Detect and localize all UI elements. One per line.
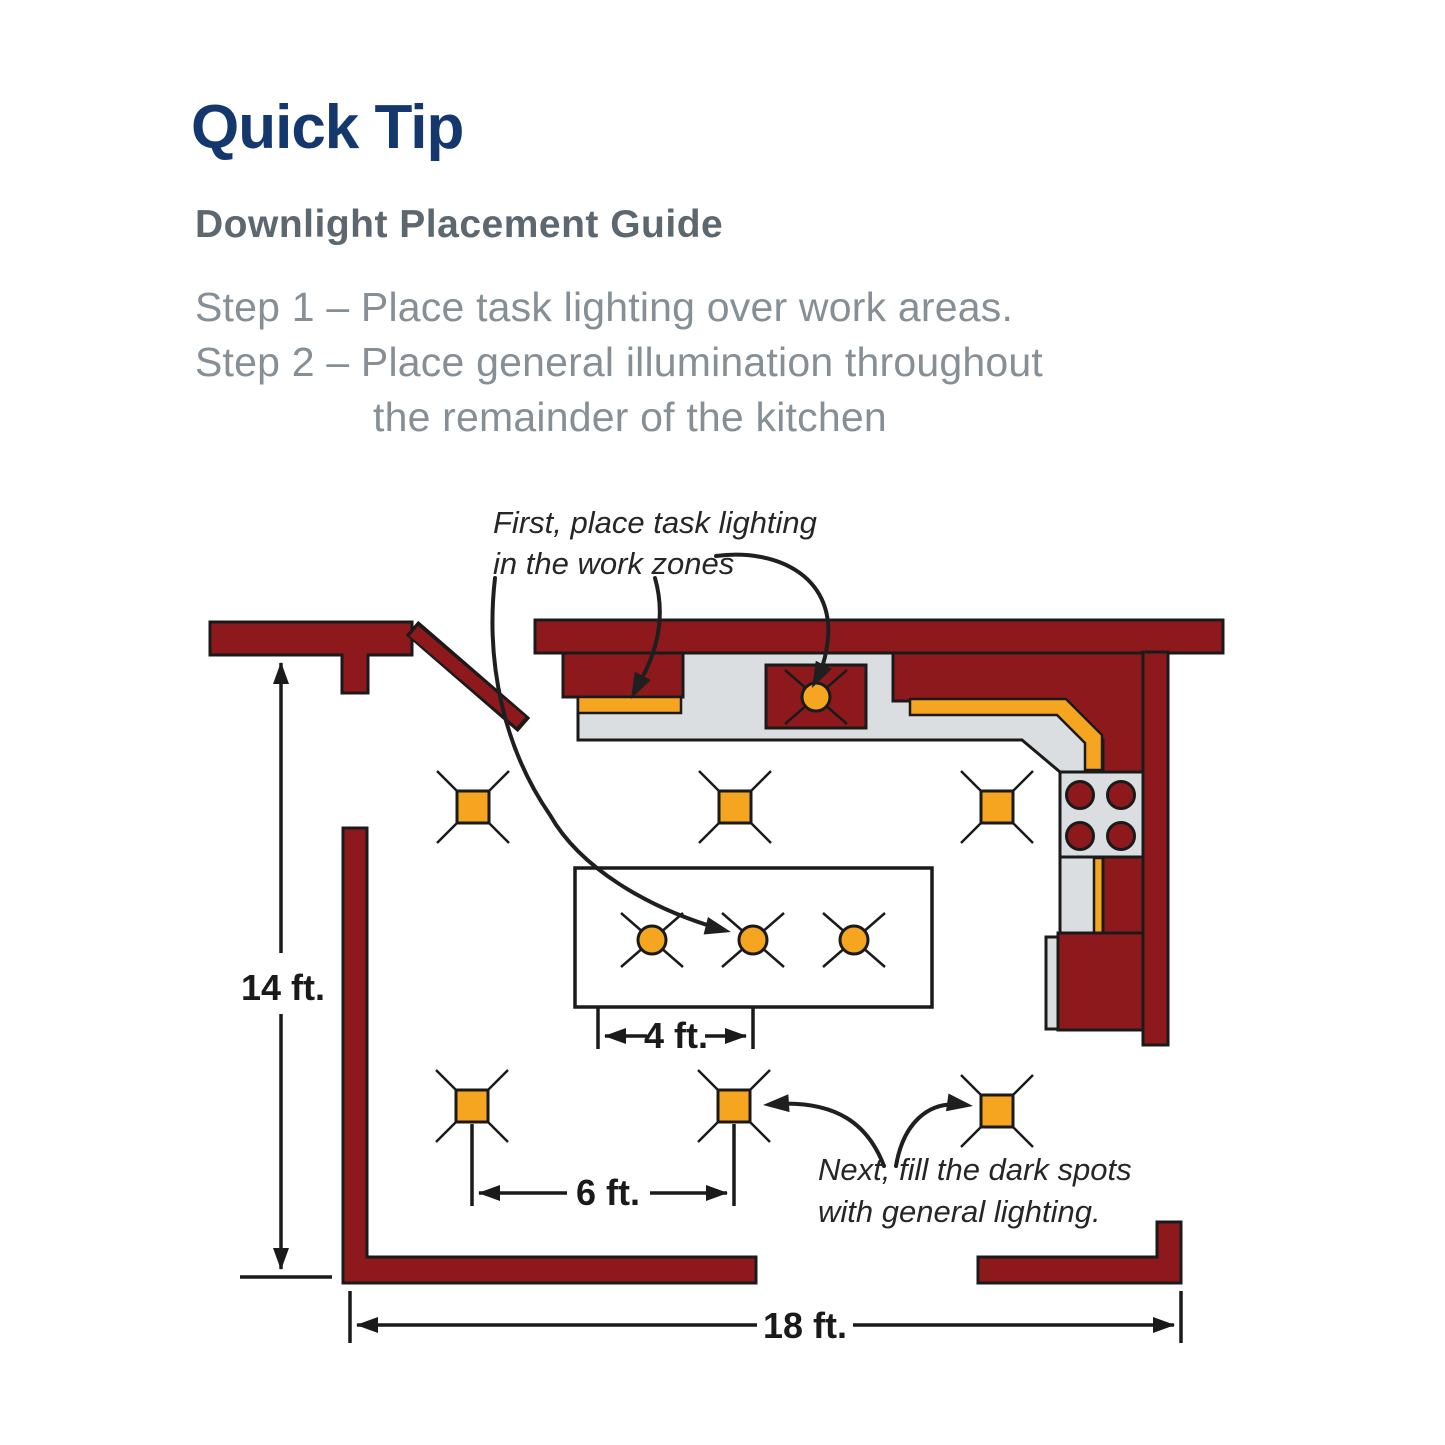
left-upper-cabinet (563, 653, 683, 697)
dimension-6ft-label: 6 ft. (575, 1172, 641, 1213)
top-wall (535, 620, 1223, 653)
general-downlight (961, 771, 1033, 843)
left-task-light-strip (578, 697, 681, 713)
dimension-18ft-label: 18 ft. (762, 1305, 848, 1346)
page-title: Quick Tip (191, 93, 464, 162)
general-downlight (699, 771, 771, 843)
refrigerator-door (1046, 937, 1058, 1029)
right-wall (1143, 652, 1168, 1045)
dimension-6ft (472, 1124, 734, 1213)
bottom-right-wall (978, 1222, 1181, 1283)
general-annotation-line1: Next, fill the dark spots (818, 1152, 1132, 1187)
dimension-14ft-label: 14 ft. (240, 967, 326, 1008)
burner (1067, 782, 1094, 809)
dimension-18ft (350, 1291, 1181, 1346)
dimension-14ft (240, 663, 332, 1277)
guide-subtitle: Downlight Placement Guide (195, 203, 724, 246)
dimension-4ft-label: 4 ft. (643, 1015, 709, 1056)
burner (1108, 782, 1135, 809)
step-2-text: Step 2 – Place general illumination throughout (195, 339, 1043, 385)
burner (1108, 823, 1135, 850)
door-leaf (414, 631, 521, 722)
task-annotation-line1: First, place task lighting (493, 505, 817, 540)
dimension-4ft (598, 1007, 753, 1056)
step-1-text: Step 1 – Place task lighting over work areas. (195, 284, 1014, 330)
task-annotation-line2: in the work zones (493, 546, 735, 581)
burner (1067, 823, 1094, 850)
top-left-wall (210, 622, 412, 693)
general-downlight (961, 1075, 1033, 1147)
refrigerator (1058, 933, 1143, 1030)
general-downlight (437, 771, 509, 843)
base-cabinet (1103, 857, 1143, 937)
step-2-continued-text: the remainder of the kitchen (373, 394, 887, 440)
general-annotation-line2: with general lighting. (818, 1194, 1101, 1229)
